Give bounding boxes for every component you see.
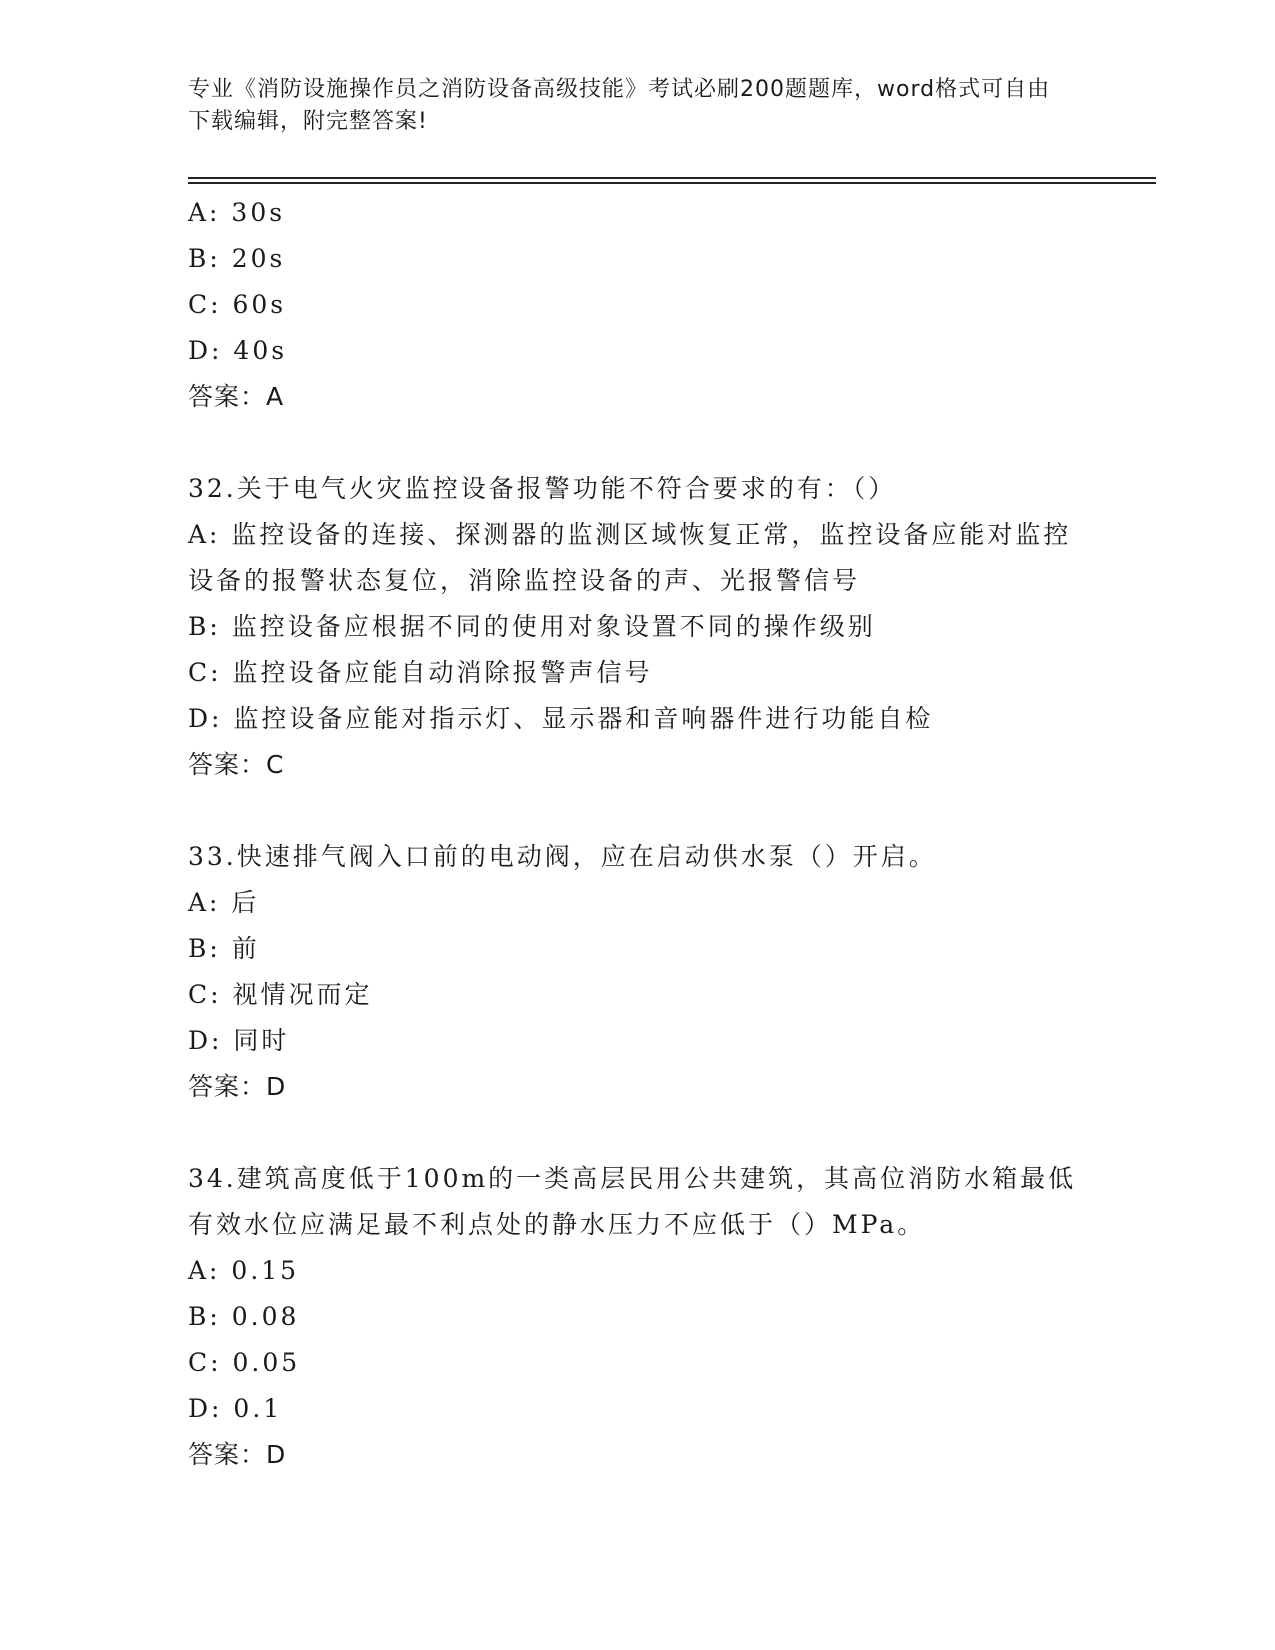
option-c: C: 视情况而定: [188, 980, 373, 1009]
question-block-34: [188, 1156, 1088, 1478]
header-divider-bottom: [188, 182, 1156, 184]
option-b: B: 0.08: [188, 1302, 300, 1331]
answer-line: 答案：D: [188, 1440, 287, 1469]
question-block-32: [188, 466, 1088, 788]
header-divider-top: [188, 177, 1156, 179]
question-block-31: [188, 190, 1088, 420]
option-c: C: 0.05: [188, 1348, 301, 1377]
option-a: A: 0.15: [188, 1256, 300, 1285]
option-d: D: 40s: [188, 336, 288, 365]
option-a: A: 30s: [188, 198, 286, 227]
option-b: B: 监控设备应根据不同的使用对象设置不同的操作级别: [188, 612, 876, 641]
option-a: A: 后: [188, 888, 260, 917]
option-c: C: 60s: [188, 290, 287, 319]
document-header: 专业《消防设施操作员之消防设备高级技能》考试必刷200题题库，word格式可自由下载编辑，附完整答案!: [188, 77, 1051, 134]
option-d: D: 0.1: [188, 1394, 283, 1423]
option-c: C: 监控设备应能自动消除报警声信号: [188, 658, 653, 687]
option-d: D: 监控设备应能对指示灯、显示器和音响器件进行功能自检: [188, 704, 934, 733]
option-b: B: 20s: [188, 244, 286, 273]
answer-line: 答案：C: [188, 750, 285, 779]
option-d: D: 同时: [188, 1026, 290, 1055]
question-block-33: [188, 834, 1088, 1110]
question-title: 32.关于电气火灾监控设备报警功能不符合要求的有：（）: [188, 474, 897, 503]
option-a: A: 监控设备的连接、探测器的监测区域恢复正常，监控设备应能对监控设备的报警状态复位，消除监控设备的声、光报警信号: [188, 520, 1072, 595]
option-b: B: 前: [188, 934, 260, 963]
question-title: 33.快速排气阀入口前的电动阀，应在启动供水泵（）开启。: [188, 842, 937, 871]
answer-line: 答案：D: [188, 1072, 287, 1101]
question-title: 34.建筑高度低于100m的一类高层民用公共建筑，其高位消防水箱最低有效水位应满足最不利点处的静水压力不应低于（）MPa。: [188, 1164, 1077, 1239]
answer-line: 答案：A: [188, 382, 285, 411]
question-list: [188, 190, 1088, 1524]
